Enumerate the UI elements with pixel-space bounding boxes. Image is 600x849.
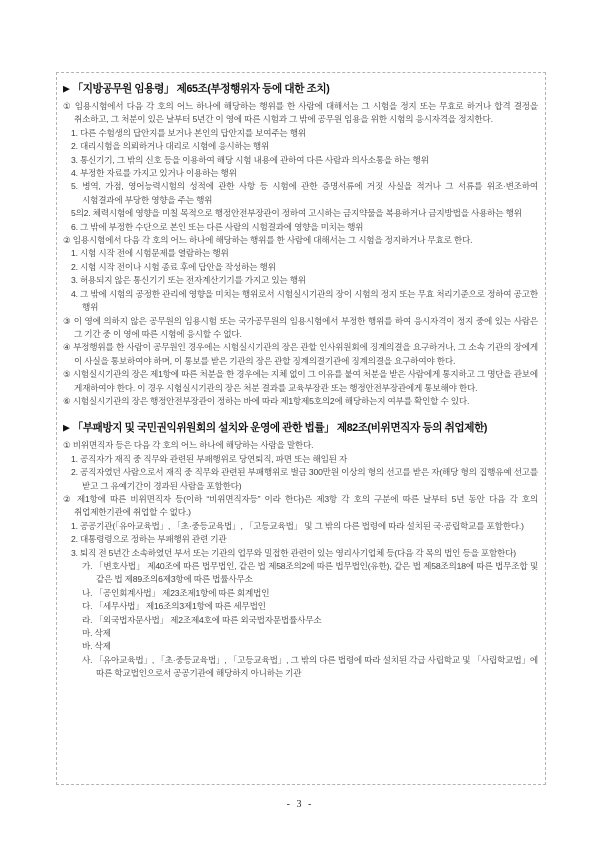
clause-text: 2. 대리시험을 의뢰하거나 대리로 시험에 응시하는 행위 (71, 141, 270, 152)
section-heading (63, 82, 538, 97)
section-heading (63, 421, 538, 436)
section-title-text: 「지방공무원 임용령」 제65조(부정행위자 등에 대한 조치) (72, 83, 330, 95)
clause-text: 3. 허용되지 않은 통신기기 또는 전자계산기기를 가지고 있는 행위 (71, 275, 306, 286)
triangle-bullet-icon: ▶ (63, 83, 70, 94)
clause-text: 라. 「외국법자문사법」 제2조제4호에 따른 외국법자문법률사무소 (82, 614, 322, 625)
clause-text: ⑤ 시험실시기관의 장은 제1항에 따른 처분을 한 경우에는 지체 없이 그 이유를 붙여 처분을 받은 사람에게 통지하고 그 명단을 관보에 게재하여야 한다. 이 경우 시험실시기관의 장은 처분 결과를 교육부장관 또는 행정안전부장관에게 통보해야 한다. (63, 369, 538, 393)
clause-text: 1. 공직자가 재직 중 직무와 관련된 부패행위로 당연퇴직, 파면 또는 해임된 자 (71, 453, 348, 464)
clause-text: 6. 그 밖에 부정한 수단으로 본인 또는 다른 사람의 시험결과에 영향을 미치는 행위 (71, 221, 364, 232)
clause-text: 3. 통신기기, 그 밖의 신호 등을 이용하여 해당 시험 내용에 관하여 다른 사람과 의사소통을 하는 행위 (71, 154, 429, 165)
clause-text: ⑥ 시험실시기관의 장은 행정안전부장관이 정하는 바에 따라 제1항제5호의2에 해당하는지 여부를 확인할 수 있다. (63, 395, 470, 406)
triangle-bullet-icon: ▶ (63, 422, 70, 433)
clause-text: 1. 시험 시작 전에 시험문제를 열람하는 행위 (71, 248, 229, 259)
clause-text: 마. 삭제 (82, 628, 111, 639)
clause-text: 사. 「유아교육법」, 「초·중등교육법」, 「고등교육법」, 그 밖의 다른 법령에 따라 설치된 각급 사립학교 및 「사립학교법」에 따른 학교법인으로서 공공기관에 해당하지 아니하는 기관 (82, 654, 538, 679)
clause-text: 1. 공공기관(「유아교육법」, 「초·중등교육법」, 「고등교육법」 및 그 밖의 다른 법령에 따라 설치된 국·공립학교를 포함한다.) (71, 520, 524, 531)
law-section (63, 82, 538, 408)
clause-text: ③ 이 영에 의하지 않은 공무원의 임용시험 또는 국가공무원의 임용시험에서 부정한 행위를 하여 응시자격이 정지 중에 있는 사람은 그 기간 중 이 영에 따른 시험에 응시할 수 없다. (63, 315, 538, 339)
clause-text: 다. 「세무사법」 제16조의3제1항에 따른 세무법인 (82, 601, 266, 612)
clause-text: ① 임용시험에서 다음 각 호의 어느 하나에 해당하는 행위를 한 사람에 대해서는 그 시험을 정지 또는 무효로 하거나 합격 결정을 취소하고, 그 처분이 있은 날부터 5년간 이 영에 따른 시험과 그 밖에 공무원 임용을 위한 시험의 응시자격을 정지한다. (63, 101, 538, 125)
clause-text: 5. 병역, 가점, 영어능력시험의 성적에 관한 사항 등 시험에 관한 증명서류에 거짓 사실을 적거나 그 서류를 위조·변조하여 시험결과에 부당한 영향을 주는 행위 (71, 181, 538, 205)
clause-text: 가. 「변호사법」 제40조에 따른 법무법인, 같은 법 제58조의2에 따른 법무법인(유한), 같은 법 제58조의18에 따른 법무조합 및 같은 법 제89조의6제3항에 따른 법률사무소 (82, 561, 538, 585)
clause-text: ① 비위면직자 등은 다음 각 호의 어느 하나에 해당하는 사람을 말한다. (63, 440, 314, 451)
clause-text: ④ 부정행위를 한 사람이 공무원인 경우에는 시험실시기관의 장은 관할 인사위원회에 징계의결을 요구하거나, 그 소속 기관의 장에게 이 사실을 통보하여야 하며, 이 통보를 받은 기관의 장은 관할 징계의결기관에 징계의결을 요구하여야 한다. (63, 342, 538, 366)
clause-text: 2. 대통령령으로 정하는 부패행위 관련 기관 (71, 534, 227, 545)
clause-text: 2. 시험 시작 전이나 시험 종료 후에 답안을 작성하는 행위 (71, 261, 276, 272)
law-section (63, 421, 538, 680)
document-box (56, 72, 546, 785)
clause-text: 바. 삭제 (82, 641, 111, 652)
clause-text: 3. 퇴직 전 5년간 소속하였던 부서 또는 기관의 업무와 밀접한 관련이 있는 영리사기업체 등(다음 각 목의 법인 등을 포함한다) (71, 547, 516, 558)
clause-text: 2. 공직자였던 사람으로서 재직 중 직무와 관련된 부패행위로 벌금 300만원 이상의 형의 선고를 받은 자(해당 형의 집행유예 선고를 받고 그 유예기간이 경과된 사람을 포함한다) (71, 467, 538, 491)
clause-text: 나. 「공인회계사법」 제23조제1항에 따른 회계법인 (82, 587, 270, 598)
page-number: - 3 - (286, 799, 314, 810)
clause-text: 4. 부정한 자료를 가지고 있거나 이용하는 행위 (71, 168, 237, 179)
clause-text: ② 제1항에 따른 비위면직자 등(이하 “비위면직자등” 이라 한다)은 제3항 각 호의 구분에 따른 날부터 5년 동안 다음 각 호의 취업제한기관에 취업할 수 없다.) (63, 493, 538, 518)
clause-text: 5의2. 체력시험에 영향을 미칠 목적으로 행정안전부장관이 정하여 고시하는 금지약물을 복용하거나 금지방법을 사용하는 행위 (71, 208, 522, 219)
clause-text: 4. 그 밖에 시험의 공정한 관리에 영향을 미치는 행위로서 시험실시기관의 장이 시험의 정지 또는 무효 처리기준으로 정하여 공고한 행위 (71, 288, 538, 313)
clause-text: 1. 다른 수험생의 답안지를 보거나 본인의 답안지를 보여주는 행위 (71, 127, 306, 138)
section-title-text: 「부패방지 및 국민권익위원회의 설치와 운영에 관한 법률」 제82조(비위면직자 등의 취업제한) (72, 422, 488, 435)
clause-text: ② 임용시험에서 다음 각 호의 어느 하나에 해당하는 행위를 한 사람에 대해서는 그 시험을 정지하거나 무효로 한다. (63, 235, 473, 246)
